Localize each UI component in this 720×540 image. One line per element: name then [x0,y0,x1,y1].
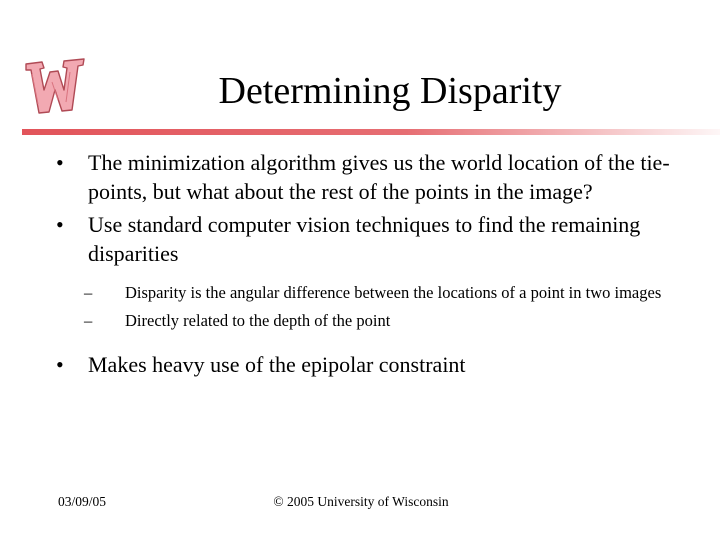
sub-bullet-text: Disparity is the angular difference between the locations of a point in two images [125,283,662,302]
bullet-item [56,148,676,206]
bullet-item [56,350,676,379]
bullet-text: Makes heavy use of the epipolar constraint [88,352,466,377]
sub-bullet-marker: – [84,311,93,330]
bullet-marker: • [56,352,64,377]
bullet-marker: • [56,212,64,237]
sub-bullet-list [56,282,676,332]
bullet-marker: • [56,150,64,175]
footer-date: 03/09/05 [58,494,107,509]
title-underline-rule [22,129,720,135]
footer-copyright: © 2005 University of Wisconsin [273,494,449,509]
sub-bullet-text: Directly related to the depth of the point [125,311,391,330]
sub-bullet-marker: – [84,283,93,302]
sub-bullet-item [84,310,676,332]
sub-bullet-item [84,282,676,304]
bullet-text: The minimization algorithm gives us the world location of the tie-points, but what about the rest of the points in the image? [88,150,670,204]
slide-title: Determining Disparity [218,70,562,112]
wisconsin-w-logo-icon [22,52,94,122]
bullet-item [56,210,676,268]
slide-body [56,148,676,383]
bullet-text: Use standard computer vision techniques to find the remaining disparities [88,212,641,266]
